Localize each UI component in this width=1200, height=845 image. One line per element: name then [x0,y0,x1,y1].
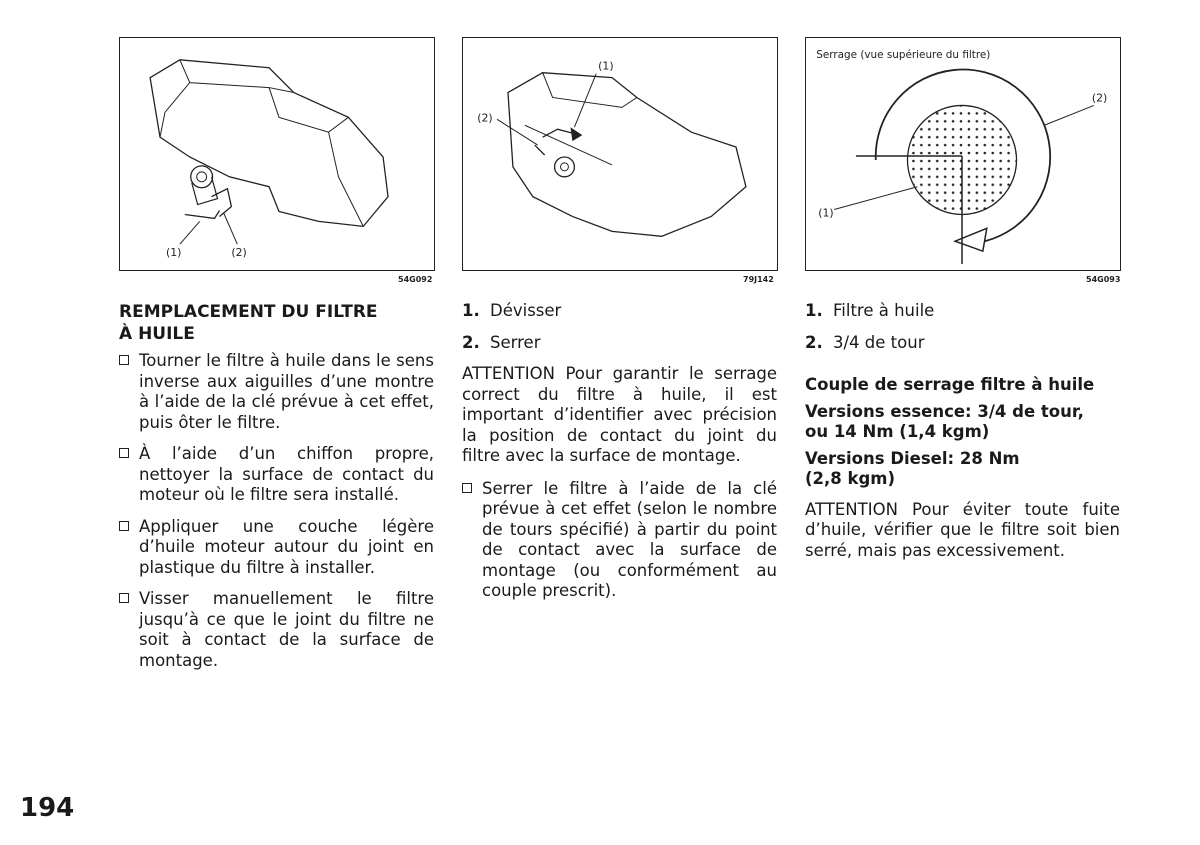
petrol-spec [805,402,1120,443]
checkbox-bullet-icon [119,521,129,531]
fig2-code: 79J142 [743,275,774,284]
legend-text: Serrer [490,332,541,352]
fig3-caption: Serrage (vue supérieure du filtre) [816,48,991,61]
figure-filter-top-view [805,37,1121,271]
checkbox-bullet-icon [119,593,129,603]
legend-item [805,333,1120,354]
fig3-label-2: (2) [1091,91,1108,105]
step-bullet [462,479,777,602]
step-text: Serrer le filtre à l’aide de la clé prévue à cet effet (selon le nombre de tours spécifié) à partir du point de contact avec la surface de montage (ou conformément au couple prescrit). [482,478,777,600]
fig1-label-2: (2) [231,246,247,260]
step-bullet [119,589,434,671]
step-text: À l’aide d’un chiffon propre, nettoyer la surface de contact du moteur où le filtre sera installé. [139,444,434,504]
checkbox-bullet-icon [119,355,129,365]
figure-filter-loosen-tighten [462,37,778,271]
step-text: Visser manuellement le filtre jusqu’à ce que le joint du filtre ne soit à contact de la surface de montage. [139,589,434,670]
fig3-code: 54G093 [1086,275,1121,284]
diesel-spec-line1: Versions Diesel: 28 Nm [805,448,1020,468]
figure-engine-filter-removal [119,37,435,271]
diesel-spec-line2: (2,8 kgm) [805,469,896,488]
section-title [119,301,434,345]
checkbox-bullet-icon [119,448,129,458]
legend-number: 1. [805,301,823,320]
checkbox-bullet-icon [462,483,472,493]
fig3-label-1: (1) [818,206,834,220]
page-number: 194 [20,793,75,823]
step-bullet [119,517,434,579]
section-title-line2: À HUILE [119,324,195,344]
petrol-spec-line2: ou 14 Nm (1,4 kgm) [805,422,990,441]
step-text: Appliquer une couche légère d’huile moteur autour du joint en plastique du filtre à installer. [139,516,434,577]
legend-number: 1. [462,301,480,320]
legend-number: 2. [462,332,480,352]
column-replacement-steps [119,301,434,682]
step-text: Tourner le filtre à huile dans le sens inverse aux aiguilles d’une montre à l’aide de la clé prévue à cet effet, puis ôter le filtre. [139,351,434,432]
fig1-code: 54G092 [398,275,433,284]
filter-top-view-drawing [806,38,1120,270]
legend-item [805,301,1120,322]
column-legend-torque [805,301,1120,573]
fig1-label-1: (1) [165,246,182,260]
fig2-label-1: (1) [598,59,614,73]
legend-item [462,333,777,354]
fig2-label-2: (2) [477,111,493,125]
legend-number: 2. [805,332,823,352]
section-title-line1: REMPLACEMENT DU FILTRE [119,302,378,322]
torque-title: Couple de serrage filtre à huile [805,375,1095,394]
filter-wrench-drawing [463,38,777,270]
legend-text: Dévisser [490,301,562,320]
diesel-spec [805,449,1120,490]
attention-note: ATTENTION Pour éviter toute fuite d’huile, vérifier que le filtre soit bien serré, mais pas excessivement. [805,499,1120,560]
step-bullet [119,351,434,433]
legend-text: 3/4 de tour [833,332,925,352]
engine-filter-drawing [120,38,434,270]
legend-text: Filtre à huile [833,301,935,320]
legend-item [462,301,777,322]
step-bullet [119,444,434,506]
petrol-spec-line1: Versions essence: 3/4 de tour, [805,401,1084,421]
column-legend-tightening [462,301,777,613]
attention-note: ATTENTION Pour garantir le serrage correct du filtre à huile, il est important d’identifier avec précision la position de contact du joint du filtre avec la surface de montage. [462,364,777,465]
